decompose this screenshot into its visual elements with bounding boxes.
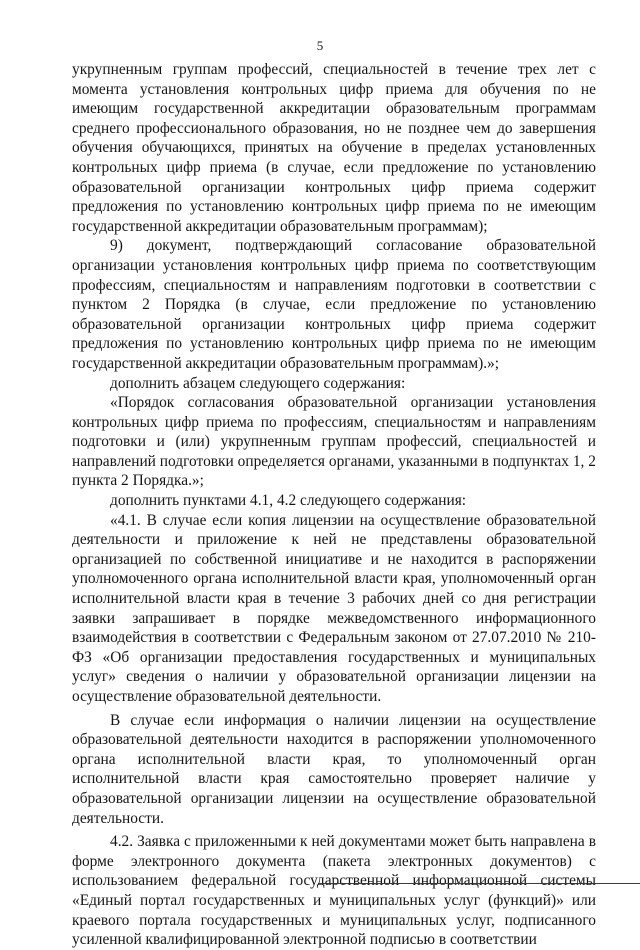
page-number: 5 — [316, 38, 324, 53]
paragraph-item-4-2: 4.2. Заявка с приложенными к ней документами может быть направлена в форме электронного документа (пакета электронных документов) с использованием федеральной государственной информационной системы «Единый портал государственных и муниципальных услуг (функций)» или краевого портала государственных и муниципальных услуг, подписанного усиленной квалифицированной электронной подписью в соответствии — [72, 833, 596, 949]
paragraph-instruction-add-items: дополнить пунктами 4.1, 4.2 следующего содержания: — [110, 492, 467, 510]
paragraph-continuation: укрупненным группам профессий, специальностей в течение трех лет с момента установления контрольных цифр приема для обучения по не имеющим государственной аккредитации образовательным программам среднего профессионального образования, но не позднее чем до завершения обучения обучающихся, принятых на обучение в пределах установленных контрольных цифр приема (в случае, если предложение по установлению образовательной организации контрольных цифр приема содержит предложения по установлению контрольных цифр приема по не имеющим государственной аккредитации образовательным программам); — [72, 61, 596, 235]
paragraph-approval-procedure: «Порядок согласования образовательной организации установления контрольных цифр приема по профессиям, специальностям и направлениям подготовки и (или) укрупненным группам профессий, специальностей и направлений подготовки определяется органами, указанными в подпунктах 1, 2 пункта 2 Порядка.»; — [72, 394, 596, 490]
document-body — [72, 60, 596, 950]
paragraph-item-9: 9) документ, подтверждающий согласование образовательной организации установления контрольных цифр приема по соответствующим профессиям, специальностям и направлениям подготовки в соответствии с пунктом 2 Порядка (в случае, если предложение по установлению образовательной организации контрольных цифр приема содержит предложения по установлению контрольных цифр приема по не имеющим государственной аккредитации образовательным программам).»; — [72, 237, 596, 372]
footer-rule — [318, 883, 640, 884]
paragraph-item-4-1: «4.1. В случае если копия лицензии на осуществление образовательной деятельности и приложение к ней не представлены образовательной организацией по собственной инициативе и не находится в распоряжении уполномоченного органа исполнительной власти края, уполномоченный орган исполнительной власти края в течение 3 рабочих дней со дня регистрации заявки запрашивает в порядке межведомственного информационного взаимодействия в соответствии с Федеральным законом от 27.07.2010 № 210-ФЗ «Об организации предоставления государственных и муниципальных услуг» сведения о наличии у образовательной организации лицензии на осуществление образовательной деятельности. — [72, 511, 596, 705]
paragraph-instruction-add-paragraph: дополнить абзацем следующего содержания: — [110, 374, 406, 392]
paragraph-license-info: В случае если информация о наличии лицензии на осуществление образовательной деятельности находится в распоряжении уполномоченного органа исполнительной власти края, то уполномоченный орган исполнительной власти края самостоятельно проверяет наличие у образовательной организации лицензии на осуществление образовательной деятельности. — [72, 711, 596, 827]
